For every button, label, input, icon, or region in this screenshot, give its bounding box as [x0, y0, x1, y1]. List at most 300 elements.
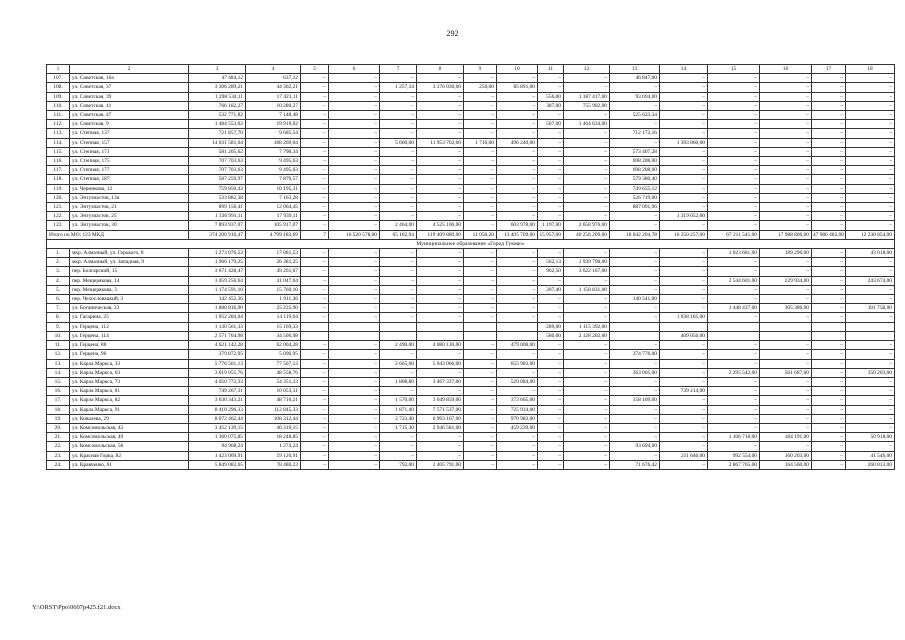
table-cell: 23. — [47, 451, 70, 460]
table-cell: – — [660, 147, 708, 156]
table-cell: – — [497, 92, 538, 101]
table-cell: – — [660, 166, 708, 175]
table-cell: – — [329, 267, 380, 276]
table-row — [47, 184, 895, 193]
table-cell: – — [708, 313, 760, 322]
table-cell: 17 988 800,00 — [760, 230, 812, 239]
table-cell: – — [380, 267, 417, 276]
column-number-cell: 9 — [464, 65, 497, 74]
table-cell: 1 715,30 — [380, 423, 417, 432]
table-row — [47, 92, 895, 101]
table-cell: 5 096,95 — [246, 350, 301, 359]
table-cell: 899 156,41 — [189, 203, 246, 212]
table-cell: – — [538, 304, 564, 313]
table-cell: 16 350 257,00 — [660, 230, 708, 239]
table-cell: – — [760, 83, 812, 92]
table-cell: – — [760, 138, 812, 147]
table-row — [47, 258, 895, 267]
table-cell: 2 128 202,00 — [564, 331, 610, 340]
table-cell: 19 919,02 — [246, 120, 301, 129]
table-cell: 1 464 634,00 — [564, 120, 610, 129]
table-cell: – — [329, 92, 380, 101]
column-number-cell: 1 — [47, 65, 70, 74]
table-cell: – — [812, 350, 846, 359]
table-cell — [610, 331, 660, 340]
table-cell: 374 200 916,47 — [189, 230, 246, 239]
table-cell: – — [660, 111, 708, 120]
table-cell: 3 049 859,00 — [417, 396, 464, 405]
table-cell: – — [538, 405, 564, 414]
table-cell: – — [760, 212, 812, 221]
table-cell: – — [564, 295, 610, 304]
column-number-cell: 6 — [329, 65, 380, 74]
table-cell: 459 239,00 — [497, 423, 538, 432]
table-cell — [380, 322, 417, 331]
table-cell: – — [708, 267, 760, 276]
table-cell: 350 203,00 — [846, 368, 895, 377]
table-cell: ул. Кравченко, 61 — [70, 460, 189, 469]
table-cell: – — [380, 193, 417, 202]
table-cell: 525 623,34 — [610, 111, 660, 120]
table-cell: – — [812, 405, 846, 414]
table-cell: – — [497, 285, 538, 294]
table-cell: – — [380, 249, 417, 258]
table-cell: 67 211 541,00 — [708, 230, 760, 239]
table-cell: – — [660, 368, 708, 377]
table-cell: – — [301, 442, 329, 451]
table-cell: 3 619 055,76 — [189, 368, 246, 377]
table-cell: – — [660, 460, 708, 469]
table-cell: – — [301, 74, 329, 83]
table-cell: ул. Советская, 37 — [70, 83, 189, 92]
table-cell: – — [329, 101, 380, 110]
table-cell: 1 130 561,33 — [189, 322, 246, 331]
table-cell: – — [464, 111, 497, 120]
table-cell: – — [464, 203, 497, 212]
table-cell: – — [417, 203, 464, 212]
table-cell: – — [610, 451, 660, 460]
table-cell: – — [380, 368, 417, 377]
table-cell: 111. — [47, 111, 70, 120]
table-cell: 409 056,00 — [660, 331, 708, 340]
table-cell — [812, 322, 846, 331]
table-cell: 112. — [47, 120, 70, 129]
table-cell: – — [538, 359, 564, 368]
table-cell: – — [812, 120, 846, 129]
table-cell: – — [610, 414, 660, 423]
table-cell: 2 405 791,00 — [417, 460, 464, 469]
table-cell: – — [497, 387, 538, 396]
table-cell: 4 799 183,69 — [246, 230, 301, 239]
table-cell: 3 452 139,15 — [189, 423, 246, 432]
table-cell: – — [846, 442, 895, 451]
table-cell: 970 983,00 — [497, 414, 538, 423]
table-cell: – — [329, 387, 380, 396]
table-cell: – — [380, 129, 417, 138]
table-row — [47, 433, 895, 442]
table-cell: – — [610, 138, 660, 147]
table-cell: 2 490,00 — [380, 341, 417, 350]
table-cell: – — [708, 92, 760, 101]
table-cell: 5 060,00 — [380, 138, 417, 147]
table-cell: 556,00 — [538, 92, 564, 101]
table-cell: – — [610, 212, 660, 221]
table-cell: – — [812, 295, 846, 304]
table-cell: 581 205,62 — [189, 147, 246, 156]
table-cell: – — [760, 203, 812, 212]
table-cell: 363 065,00 — [610, 368, 660, 377]
table-cell: 1 360 075,85 — [189, 433, 246, 442]
table-cell: – — [464, 101, 497, 110]
table-cell: – — [708, 295, 760, 304]
table-cell: 78 480,23 — [246, 460, 301, 469]
table-cell: – — [329, 147, 380, 156]
table-cell: – — [660, 83, 708, 92]
table-cell: 34 506,98 — [246, 331, 301, 340]
table-cell: – — [464, 221, 497, 230]
table-cell — [812, 331, 846, 340]
table-cell — [760, 331, 812, 340]
table-row — [47, 341, 895, 350]
table-cell: – — [812, 423, 846, 432]
table-cell: пер. Чехословацкий, 3 — [70, 295, 189, 304]
table-cell: 24. — [47, 460, 70, 469]
table-cell: 3 630 343,21 — [189, 396, 246, 405]
table-cell: – — [708, 285, 760, 294]
table-cell: – — [564, 433, 610, 442]
table-cell: – — [301, 359, 329, 368]
table-cell: – — [610, 341, 660, 350]
table-cell: – — [497, 101, 538, 110]
table-cell: – — [417, 175, 464, 184]
table-cell: – — [417, 166, 464, 175]
table-cell: 26 381,25 — [246, 258, 301, 267]
table-cell: 20. — [47, 423, 70, 432]
table-cell: 1 880 816,90 — [189, 304, 246, 313]
table-cell: – — [812, 359, 846, 368]
table-cell: ул. Советская, 39 — [70, 92, 189, 101]
table-cell: – — [301, 101, 329, 110]
table-cell: 526 719,00 — [610, 193, 660, 202]
table-cell: 1 911,36 — [246, 295, 301, 304]
table-cell: – — [812, 442, 846, 451]
table-cell: 14. — [47, 368, 70, 377]
table-row — [47, 157, 895, 166]
table-cell: – — [329, 258, 380, 267]
table-cell: ул. Степная, 171 — [70, 147, 189, 156]
table-row — [47, 423, 895, 432]
table-cell: – — [301, 433, 329, 442]
table-cell: 2 544 601,00 — [708, 276, 760, 285]
table-cell: – — [760, 166, 812, 175]
table-cell — [610, 322, 660, 331]
table-cell: – — [329, 414, 380, 423]
table-row — [47, 83, 895, 92]
table-cell: 105 917,07 — [246, 221, 301, 230]
table-cell: – — [301, 193, 329, 202]
table-cell: – — [564, 313, 610, 322]
table-row — [47, 387, 895, 396]
table-cell: – — [497, 166, 538, 175]
table-cell: 250,00 — [464, 83, 497, 92]
table-cell: – — [464, 341, 497, 350]
table-cell: – — [564, 387, 610, 396]
table-cell: – — [564, 138, 610, 147]
table-cell: – — [329, 295, 380, 304]
table-cell: – — [497, 460, 538, 469]
table-cell: 759 850,43 — [189, 184, 246, 193]
table-cell: – — [538, 147, 564, 156]
table-cell: 12 064,45 — [246, 203, 301, 212]
table-cell: – — [329, 433, 380, 442]
table-cell: – — [497, 111, 538, 120]
section-title-row — [47, 239, 895, 248]
table-cell: – — [380, 451, 417, 460]
table-cell: 7 879,57 — [246, 175, 301, 184]
table-cell: – — [301, 304, 329, 313]
section-title: Муниципальное образование «Город Гуково» — [47, 239, 895, 248]
table-cell: – — [380, 92, 417, 101]
table-cell: – — [329, 129, 380, 138]
table-cell: – — [760, 193, 812, 202]
table-cell: – — [760, 350, 812, 359]
table-cell: – — [329, 175, 380, 184]
table-cell: 17 423,11 — [246, 92, 301, 101]
table-cell: 4 080 130,00 — [417, 341, 464, 350]
table-cell: 77 507,13 — [246, 359, 301, 368]
table-cell: 115. — [47, 147, 70, 156]
table-cell: – — [417, 350, 464, 359]
table-cell: – — [464, 92, 497, 101]
table-cell: – — [708, 157, 760, 166]
table-cell: 13 405 709,00 — [497, 230, 538, 239]
table-cell: – — [417, 249, 464, 258]
table-row — [47, 313, 895, 322]
table-cell: – — [301, 423, 329, 432]
table-row — [47, 193, 895, 202]
table-cell: – — [812, 129, 846, 138]
table-cell: – — [538, 295, 564, 304]
table-cell: – — [846, 405, 895, 414]
table-cell: 114. — [47, 138, 70, 147]
table-cell: – — [380, 313, 417, 322]
table-cell: 712 172,16 — [610, 129, 660, 138]
table-cell: – — [812, 258, 846, 267]
table-cell: – — [708, 101, 760, 110]
table-cell: – — [538, 433, 564, 442]
table-cell: – — [417, 387, 464, 396]
table-cell: – — [417, 451, 464, 460]
table-cell: 533 882,38 — [189, 193, 246, 202]
column-number-cell: 17 — [812, 65, 846, 74]
table-cell — [380, 331, 417, 340]
table-cell: 160 203,00 — [760, 451, 812, 460]
table-row — [47, 350, 895, 359]
table-cell: 7 163,28 — [246, 193, 301, 202]
table-cell — [417, 322, 464, 331]
table-cell: – — [538, 341, 564, 350]
table-row — [47, 377, 895, 386]
table-cell: – — [846, 83, 895, 92]
table-cell: 962,50 — [538, 267, 564, 276]
table-cell: – — [812, 377, 846, 386]
table-cell: ул. Советская, 41 — [70, 101, 189, 110]
table-cell: – — [660, 267, 708, 276]
table-cell: 1 319 052,00 — [660, 212, 708, 221]
table-cell: 603 978,00 — [497, 221, 538, 230]
table-cell: 5 849 083,65 — [189, 460, 246, 469]
table-cell: ул. Энтузиастов, 21 — [70, 203, 189, 212]
table-cell: – — [538, 276, 564, 285]
table-cell: – — [329, 423, 380, 432]
table-cell: – — [417, 304, 464, 313]
table-row — [47, 368, 895, 377]
table-cell: 2 658 976,00 — [564, 221, 610, 230]
table-cell: – — [708, 120, 760, 129]
table-cell: 1 273 076,53 — [189, 249, 246, 258]
table-cell: – — [760, 147, 812, 156]
table-cell: – — [380, 276, 417, 285]
table-cell: 3 671 428,47 — [189, 267, 246, 276]
table-cell: – — [708, 350, 760, 359]
table-cell: – — [812, 101, 846, 110]
table-cell: 229 934,00 — [760, 276, 812, 285]
table-cell: 1 570,00 — [380, 396, 417, 405]
table-cell: – — [464, 295, 497, 304]
table-cell: – — [301, 405, 329, 414]
table-cell: – — [760, 120, 812, 129]
table-row — [47, 295, 895, 304]
table-cell: – — [417, 433, 464, 442]
table-cell: – — [538, 157, 564, 166]
table-cell: 108. — [47, 83, 70, 92]
table-cell: пер. Мещерякова, 14 — [70, 276, 189, 285]
table-cell — [846, 322, 895, 331]
table-row — [47, 322, 895, 331]
table-cell: – — [497, 267, 538, 276]
table-cell: – — [846, 267, 895, 276]
table-cell: – — [329, 304, 380, 313]
table-cell: 4 525 106,00 — [417, 221, 464, 230]
table-cell: 7 798,34 — [246, 147, 301, 156]
table-cell: 6 993 167,00 — [417, 414, 464, 423]
table-cell: 47 484,12 — [189, 74, 246, 83]
column-number-cell: 10 — [497, 65, 538, 74]
table-cell: ул. Степная, 187 — [70, 175, 189, 184]
table-cell — [660, 322, 708, 331]
table-cell: – — [846, 423, 895, 432]
table-cell: – — [846, 377, 895, 386]
table-cell: – — [417, 111, 464, 120]
table-cell: – — [329, 221, 380, 230]
table-cell: 379 872,95 — [189, 350, 246, 359]
table-cell: – — [301, 368, 329, 377]
table-cell: – — [464, 377, 497, 386]
table-cell: 2 665,00 — [380, 359, 417, 368]
table-cell: 19 120,91 — [246, 451, 301, 460]
table-cell: 184 191,00 — [760, 433, 812, 442]
table-cell: – — [497, 304, 538, 313]
table-cell: – — [564, 83, 610, 92]
table-cell: – — [538, 111, 564, 120]
table-cell: – — [708, 129, 760, 138]
table-cell: 211 646,00 — [660, 451, 708, 460]
table-cell: 655 983,00 — [497, 359, 538, 368]
table-cell: – — [538, 129, 564, 138]
table-cell: – — [329, 157, 380, 166]
table-cell: – — [497, 212, 538, 221]
table-cell: – — [301, 157, 329, 166]
table-cell: ул. Степная, 175 — [70, 157, 189, 166]
table-cell: – — [464, 285, 497, 294]
table-cell: 65 162,94 — [380, 230, 417, 239]
table-cell: 188 269,04 — [246, 138, 301, 147]
table-cell: – — [660, 433, 708, 442]
table-cell: 725 914,00 — [497, 405, 538, 414]
table-cell: 113. — [47, 129, 70, 138]
table-cell: – — [760, 405, 812, 414]
table-cell: – — [464, 193, 497, 202]
table-cell: – — [812, 368, 846, 377]
table-cell: ул. Комсомольская, 49 — [70, 433, 189, 442]
table-cell: 12 230 854,00 — [846, 230, 895, 239]
table-cell: 507,00 — [538, 120, 564, 129]
table-cell: – — [760, 157, 812, 166]
table-cell: – — [564, 203, 610, 212]
table-row — [47, 442, 895, 451]
table-cell: – — [812, 212, 846, 221]
table-cell: – — [846, 147, 895, 156]
table-cell: 749 655,12 — [610, 184, 660, 193]
table-cell: пер. Мещерякова, 3 — [70, 285, 189, 294]
table-cell: 1 257,34 — [380, 83, 417, 92]
table-cell: – — [380, 111, 417, 120]
table-cell: – — [610, 359, 660, 368]
table-row — [47, 396, 895, 405]
table-row — [47, 451, 895, 460]
table-cell: – — [660, 377, 708, 386]
table-cell: – — [760, 184, 812, 193]
table-cell: ул. Ботаническая, 23 — [70, 304, 189, 313]
table-cell: 122. — [47, 212, 70, 221]
table-cell: ул. Герцена, 112 — [70, 322, 189, 331]
table-cell: – — [538, 423, 564, 432]
table-cell: – — [610, 285, 660, 294]
table-cell: – — [760, 423, 812, 432]
table-cell: – — [497, 451, 538, 460]
table-cell: 305 386,00 — [760, 304, 812, 313]
table-cell: 119 409 880,00 — [417, 230, 464, 239]
table-cell: 1 052 284,04 — [189, 313, 246, 322]
table-cell: мкр. Алмазный, ул. Горького, 8 — [70, 249, 189, 258]
table-cell: – — [538, 74, 564, 83]
table-cell: – — [301, 221, 329, 230]
table-cell: – — [464, 396, 497, 405]
table-row — [47, 249, 895, 258]
table-cell: 11 058,20 — [464, 230, 497, 239]
page-number: 292 — [446, 29, 459, 38]
table-cell: – — [464, 276, 497, 285]
table-cell: – — [812, 433, 846, 442]
table-cell: 19. — [47, 414, 70, 423]
table-cell: – — [564, 147, 610, 156]
table-cell: – — [380, 350, 417, 359]
table-cell: 15 169,33 — [246, 322, 301, 331]
table-cell: – — [380, 166, 417, 175]
table-cell: – — [846, 341, 895, 350]
table-cell: 2 464,00 — [380, 221, 417, 230]
table-cell: 41 546,00 — [846, 451, 895, 460]
